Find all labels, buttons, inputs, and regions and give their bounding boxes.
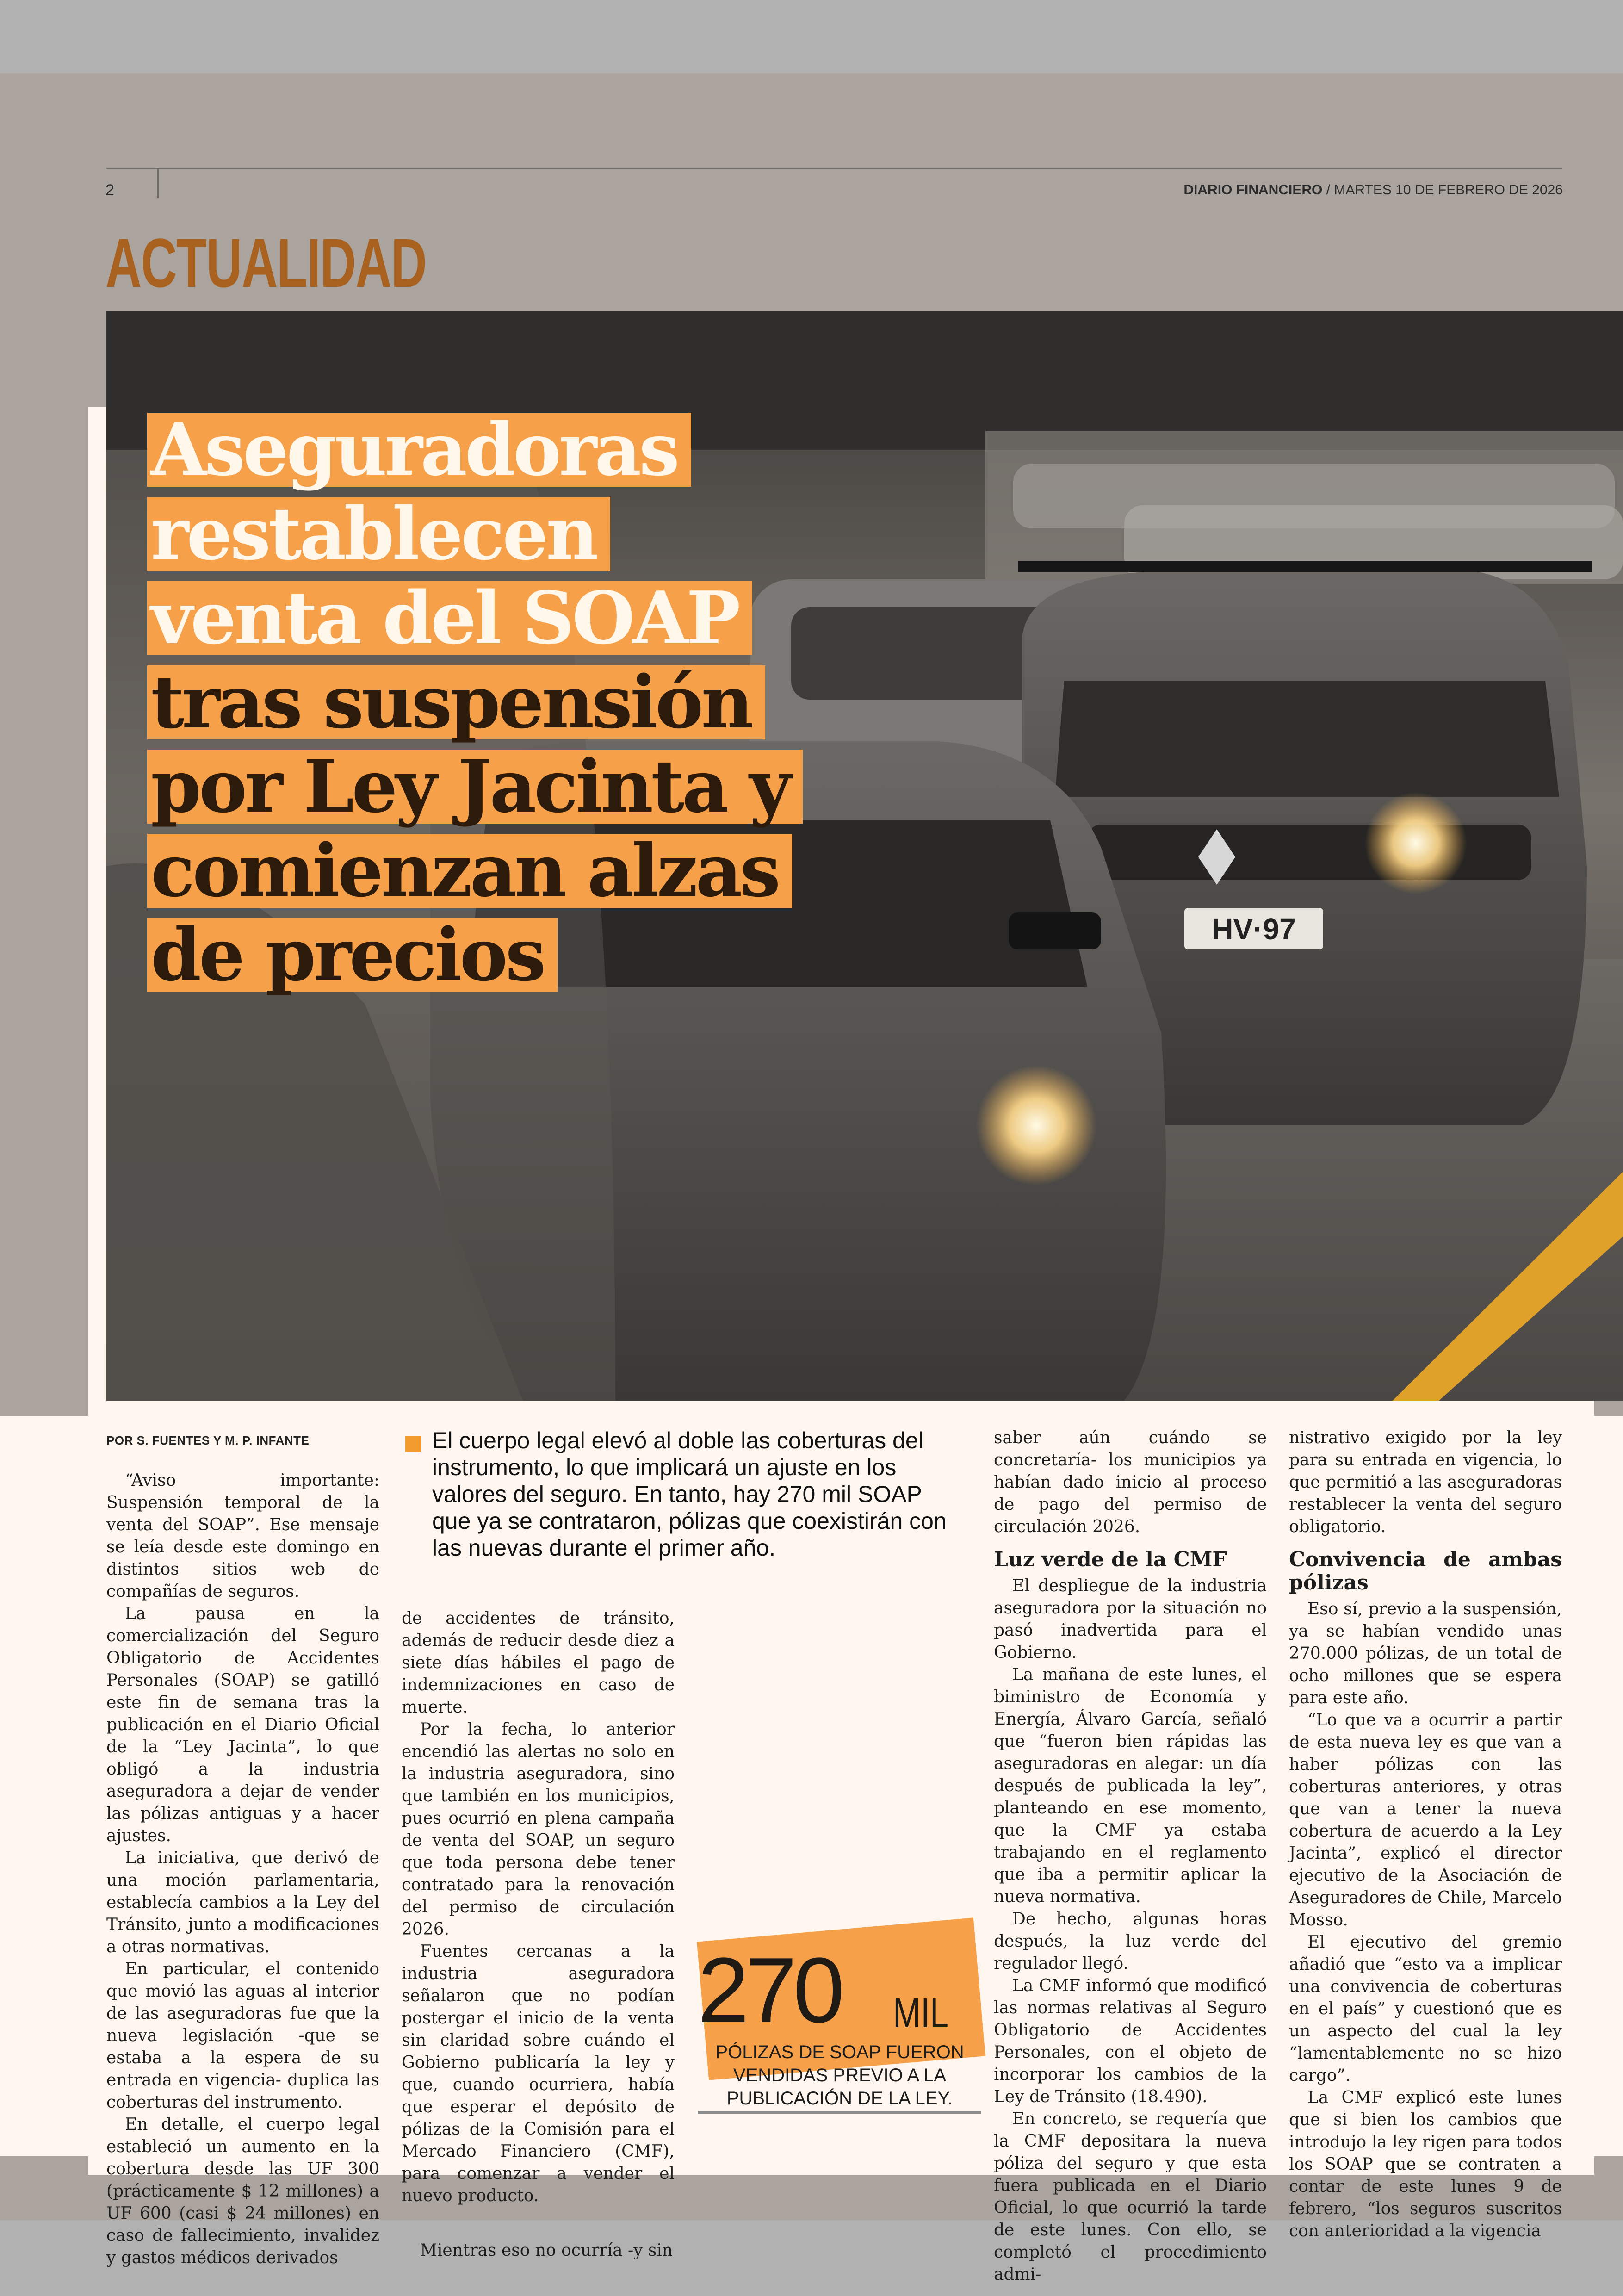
page-number: 2 <box>105 181 114 199</box>
dateline <box>1183 182 1563 198</box>
stat-box <box>698 1902 981 2124</box>
stat-unit: MIL <box>893 1990 949 2036</box>
headline-line: venta del SOAP <box>147 581 752 655</box>
paragraph: La mañana de este lunes, el biministro de Economía y Energía, Álvaro García, señaló que “fueron bien rápidas las aseguradoras en alegar: un día después de publicada la ley”, planteando en ese momento, que la CMF ya estaba trabajando en el reglamento que iba a permitir aplicar la nueva normativa. <box>994 1665 1267 1906</box>
publication-name: DIARIO FINANCIERO <box>1183 182 1323 198</box>
paragraph: Por la fecha, lo anterior encendió las alertas no solo en la industria aseguradora, sino que también en los municipios, pues ocurrió en plena campaña de venta del SOAP, un seguro que toda persona debe tener contratado para la renovación del permiso de circulación 2026. <box>402 1720 675 1939</box>
headlight-left <box>976 1065 1096 1185</box>
roof-rack <box>1018 561 1592 572</box>
paragraph: Mientras eso no ocurría -y sin <box>420 2241 673 2260</box>
stat-number: 270 <box>698 1939 841 2042</box>
paragraph: “Aviso importante: Suspensión temporal de la venta del SOAP”. Ese mensaje se leía desde este domingo en distintos sitios web de compañías de seguros. <box>106 1471 379 1601</box>
paragraph: De hecho, algunas horas después, la luz verde del regulador llegó. <box>994 1910 1267 1973</box>
headline-line: Aseguradoras <box>147 413 691 487</box>
subhead-convivencia: Convivencia de ambas pólizas <box>1289 1548 1562 1595</box>
byline: POR S. FUENTES Y M. P. INFANTE <box>106 1433 310 1447</box>
headline-line: por Ley Jacinta y <box>147 750 803 824</box>
stat-rule <box>698 2111 981 2114</box>
paragraph: La CMF explicó este lunes que si bien los cambios que introdujo la ley rigen para todos los SOAP que se contraten a contar de este lunes 9 de febrero, “los seguros suscritos con anterioridad a la vigencia <box>1289 2088 1562 2240</box>
paragraph: de accidentes de tránsito, además de reducir desde diez a siete días hábiles el pago de indemnizaciones en caso de muerte. <box>402 1609 675 1717</box>
header-rule-tick <box>157 168 159 198</box>
paragraph: nistrativo exigido por la ley para su entrada en vigencia, lo que permitió a las aseguradoras restablecer la venta del seguro obligatorio. <box>1289 1428 1562 1536</box>
deck-text: El cuerpo legal elevó al doble las coberturas del instrumento, lo que implicará un ajuste en los valores del seguro. En tanto, hay 270 mil SOAP que ya se contrataron, pólizas que coexistirán con las nuevas durante el primer año. <box>432 1427 947 1561</box>
paragraph: “Lo que va a ocurrir a partir de esta nueva ley es que van a haber pólizas con las coberturas anteriores, y otras que van a tener la nueva cobertura de acuerdo a la Ley Jacinta”, explicó el director ejecutivo de la Asociación de Aseguradores de Chile, Marcelo Mosso. <box>1289 1711 1562 1930</box>
column-4 <box>1289 1427 1562 2242</box>
stat-caption: PÓLIZAS DE SOAP FUERON VENDIDAS PREVIO A LA PUBLICACIÓN DE LA LEY. <box>715 2042 964 2109</box>
subhead-cmf: Luz verde de la CMF <box>994 1548 1227 1571</box>
deck <box>405 1427 951 1561</box>
headline-line: restablecen <box>147 497 610 571</box>
headlight-right <box>1365 792 1467 894</box>
paragraph: En particular, el contenido que movió las aguas al interior de las aseguradoras fue que la nueva legislación -que se estaba a la espera de su entrada en vigencia- duplica las coberturas del instrumento. <box>106 1960 379 2112</box>
paragraph: Fuentes cercanas a la industria aseguradora señalaron que no podían postergar el inicio de la venta sin claridad sobre cuándo el Gobierno publicaría la ley y que, cuando ocurriera, había que esperar el depósito de pólizas de la Comisión para el Mercado Financiero (CMF), para comenzar a vender el nuevo producto. <box>402 1942 675 2205</box>
header-rule <box>106 168 1562 169</box>
issue-date: / MARTES 10 DE FEBRERO DE 2026 <box>1326 182 1563 198</box>
paragraph: El ejecutivo del gremio añadió que “esto va a implicar una convivencia de coberturas en el país” y cuestionó que es un aspecto del cual la ley “lamentablemente no se hizo cargo”. <box>1289 1933 1562 2085</box>
paragraph: La CMF informó que modificó las normas relativas al Seguro Obligatorio de Accidentes Personales, con el objeto de incorporar los cambios de la Ley de Tránsito (18.490). <box>994 1976 1267 2106</box>
paragraph: saber aún cuándo se concretaría- los municipios ya habían dado inicio al proceso de pago del permiso de circulación 2026. <box>994 1428 1267 1536</box>
paragraph: La pausa en la comercialización del Seguro Obligatorio de Accidentes Personales (SOAP) se gatilló este fin de semana tras la publicación en el Diario Oficial de la “Ley Jacinta”, lo que obligó a la industria aseguradora a dejar de vender las pólizas antiguas y a hacer ajustes. <box>106 1604 379 1845</box>
column-1 <box>106 1470 379 2269</box>
headline-line: comienzan alzas <box>147 834 792 908</box>
column-3 <box>994 1427 1267 2286</box>
headline-line: tras suspensión <box>147 665 765 739</box>
headline-line: de precios <box>147 918 558 992</box>
column-2 <box>402 1607 675 2262</box>
paragraph: La iniciativa, que derivó de una moción parlamentaria, establecía cambios a la Ley del Tránsito, junto a modificaciones a otras normativas. <box>106 1849 379 1956</box>
license-plate-text: HV·97 <box>1212 912 1296 946</box>
paragraph: Eso sí, previo a la suspensión, ya se habían vendido unas 270.000 pólizas, de un total de ocho millones que se espera para este año. <box>1289 1600 1562 1707</box>
paragraph: El despliegue de la industria aseguradora por la situación no pasó inadvertida para el Gobierno. <box>994 1576 1267 1662</box>
section-title: ACTUALIDAD <box>105 224 427 302</box>
paragraph: En detalle, el cuerpo legal estableció un aumento en la cobertura desde las UF 300 (prácticamente $ 12 millones) a UF 600 (casi $ 24 millones) en caso de fallecimiento, invalidez y gastos médicos derivados <box>106 2115 379 2267</box>
headline <box>147 407 803 1002</box>
side-mirror <box>1009 912 1101 949</box>
paragraph: En concreto, se requería que la CMF depositara la nueva póliza del seguro y que esta fuera publicada en el Diario Oficial, lo que ocurrió la tarde de este lunes. Con ello, se completó el procedimiento admi- <box>994 2110 1267 2284</box>
